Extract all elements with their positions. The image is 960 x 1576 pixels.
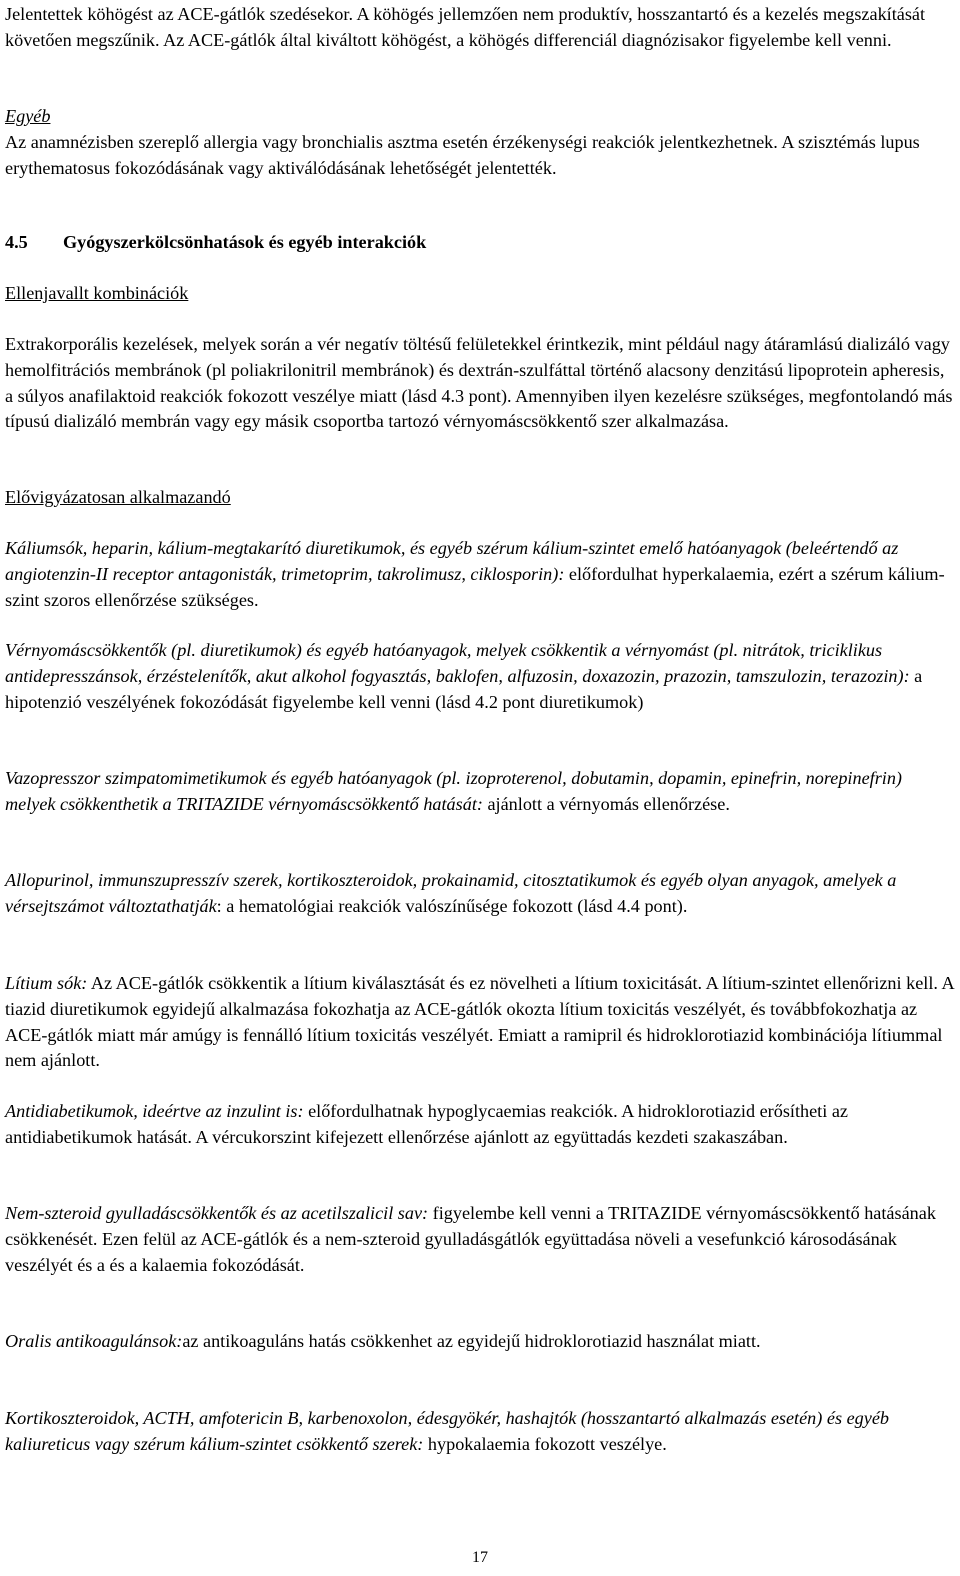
caution-item-potassium (5, 536, 955, 613)
caution-item-text: előfordulhatnak hypoglycaemias reakciók. A hidroklorotiazid erősítheti az antidiabetikumok hatását. A vércukorszint kifejezett ellenőrzése ajánlott az együttadás kezdeti szakaszában. (5, 1101, 848, 1147)
caution-item-italic: Kortikoszteroidok, ACTH, amfotericin B, karbenoxolon, édesgyökér, hashajtók (hosszantartó alkalmazás esetén) és egyéb kaliureticus vagy szérum kálium-szintet csökkentő szerek: (5, 1408, 889, 1454)
caution-item-italic: Allopurinol, immunszupresszív szerek, kortikoszteroidok, prokainamid, citosztatikumok és egyéb olyan anyagok, amelyek a vérsejtszámot változtathatják (5, 870, 897, 916)
caution-item-text: figyelembe kell venni a TRITAZIDE vérnyomáscsökkentő hatásának csökkenését. Ezen felül az ACE-gátlók és a nem-szteroid gyulladásgátlók együttadása növeli a vesefunkció károsodásának veszélyét és a és a kalaemia fokozódását. (5, 1203, 936, 1275)
caution-item-text: ajánlott a vérnyomás ellenőrzése. (482, 793, 730, 814)
egyeb-title-text: Egyéb (5, 106, 51, 126)
caution-item-allopurinol (5, 868, 955, 920)
egyeb-paragraph (5, 130, 955, 182)
caution-item-antidiabetics (5, 1099, 955, 1151)
caution-item-text: a hipotenzió veszélyének fokozódását figyelembe kell venni (lásd 4.2 pont diuretikumok) (5, 665, 923, 712)
caution-item-nsaids (5, 1201, 955, 1278)
caution-item-vasopressors (5, 766, 955, 818)
egyeb-text: Az anamnézisben szereplő allergia vagy bronchialis asztma esetén érzékenységi reakciók jelentkezhetnek. A szisztémás lupus erythematosus fokozódásának vagy aktiválódásának lehetőségét jelentették. (5, 132, 920, 178)
caution-item-italic: Káliumsók, heparin, kálium-megtakarító diuretikumok, és egyéb szérum kálium-szintet emelő hatóanyagok (beleértendő az angiotenzin-II receptor antagonisták, trimetoprim, takrolimusz, ciklosporin): (5, 538, 899, 584)
contraindicated-title-text: Ellenjavallt kombinációk (5, 283, 189, 303)
caution-item-antihypertensives (5, 638, 955, 715)
caution-item-italic: Oralis antikoagulánsok: (5, 1331, 183, 1351)
egyeb-title (5, 104, 955, 130)
section-heading (5, 230, 955, 256)
caution-item-lithium (5, 971, 955, 1074)
caution-item-italic: Lítium sók: (5, 973, 88, 993)
contraindicated-text: Extrakorporális kezelések, melyek során a vér negatív töltésű felületekkel érintkezik, mint például nagy átáramlású dializáló vagy hemolfitrációs membránok (pl poliakrilonitril membránok) és dextrán-szulfáttal történő alacsony denzitású lipoprotein apheresis, a súlyos anafilaktoid reakciók fokozott veszélye miatt (lásd 4.3 pont). Amennyiben ilyen kezelésre szükséges, megfontolandó más típusú dializáló membrán vagy egy másik csoportba tartozó vérnyomáscsökkentő szer alkalmazása. (5, 334, 953, 432)
intro-paragraph (5, 2, 955, 54)
caution-title (5, 485, 955, 511)
caution-item-italic: Antidiabetikumok, ideértve az inzulint is: (5, 1101, 304, 1121)
contraindicated-paragraph (5, 332, 955, 435)
section-number: 4.5 (5, 232, 28, 252)
contraindicated-title (5, 281, 955, 307)
caution-item-text: : a hematológiai reakciók valószínűsége fokozott (lásd 4.4 pont). (216, 895, 688, 916)
caution-item-anticoagulants (5, 1329, 955, 1355)
caution-item-text: az antikoaguláns hatás csökkenhet az egyidejű hidroklorotiazid használat miatt. (182, 1331, 761, 1351)
caution-title-text: Elővigyázatosan alkalmazandó (5, 487, 231, 507)
section-title: Gyógyszerkölcsönhatások és egyéb interakciók (63, 232, 427, 252)
caution-item-italic: Nem-szteroid gyulladáscsökkentők és az acetilszalicil sav: (5, 1203, 429, 1223)
intro-text: Jelentettek köhögést az ACE-gátlók szedésekor. A köhögés jellemzően nem produktív, hosszantartó és a kezelés megszakítását követően megszűnik. Az ACE-gátlók által kiváltott köhögést, a köhögés differenciál diagnózisakor figyelembe kell venni. (5, 4, 926, 50)
caution-item-text: Az ACE-gátlók csökkentik a lítium kiválasztását és ez növelheti a lítium toxicitását. A lítium-szintet ellenőrizni kell. A tiazid diuretikumok egyidejű alkalmazása fokozhatja az ACE-gátlók okozta lítium toxicitás veszélyét, és továbbfokozhatja az ACE-gátlók miatt már amúgy is fennálló lítium toxicitás veszélyét. Emiatt a ramipril és hidroklorotiazid kombinációja lítiummal nem ajánlott. (5, 973, 954, 1071)
page-number: 17 (472, 1549, 488, 1566)
caution-item-italic: Vérnyomáscsökkentők (pl. diuretikumok) és egyéb hatóanyagok, melyek csökkentik a vérnyomást (pl. nitrátok, triciklikus antidepresszánsok, érzéstelenítők, akut alkohol fogyasztás, baklofen, alfuzosin, doxazozin, prazozin, tamszulozin, terazozin): (5, 640, 910, 686)
caution-item-text: hypokalaemia fokozott veszélye. (423, 1433, 667, 1454)
caution-item-italic: Vazopresszor szimpatomimetikumok és egyéb hatóanyagok (pl. izoproterenol, dobutamin, dopamin, epinefrin, norepinefrin) melyek csökkenthetik a TRITAZIDE vérnyomáscsökkentő hatását: (5, 768, 902, 814)
caution-item-corticosteroids (5, 1406, 955, 1458)
caution-item-text: előfordulhat hyperkalaemia, ezért a szérum kálium-szint szoros ellenőrzése szükséges. (5, 563, 945, 610)
